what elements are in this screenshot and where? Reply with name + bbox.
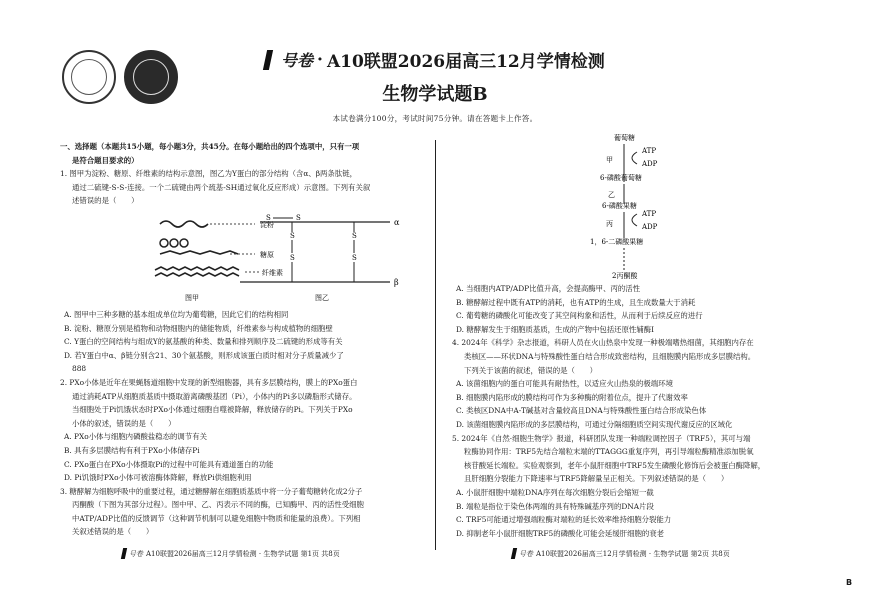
section-heading: 一、选择题（本题共15小题，每小题3分，共45分。在每小题给出的四个选项中，只有一项 [60,142,360,151]
glycogen-label: 糖原 [260,250,274,259]
q2-stem-line: 当细胞处于Pi饥饿状态时PXo小体通过细胞自噬被降解，释放储存的Pi。下列关于PXo [72,405,353,415]
adp-label-1: ADP [642,160,658,168]
enzyme-c-label: 丙 [606,220,613,228]
q2-stem-line: 通过消耗ATP从细胞质基质中摄取游离磷酸基团（Pi），小体内的Pi多以磷脂形式储存。 [72,391,357,401]
footer-brand-mark-icon [511,548,517,559]
q2-option-d: D. Pi饥饿时PXo小体可被溶酶体降解，释放Pi供细胞利用 [64,473,252,483]
q3-stem-line: 关叙述错误的是（ ） [72,527,154,537]
q4-option-c: C. 类核区DNA中A-T碱基对含量较高且DNA与特殊酸性蛋白结合形成染色体 [456,406,707,416]
q3-option-b: B. 糖酵解过程中既有ATP的消耗，也有ATP的生成，且生成数量大于消耗 [456,297,696,307]
q1-option-a: A. 图甲中三种多糖的基本组成单位均为葡萄糖，因此它们的结构相同 [64,309,289,319]
q5-option-b: B. 端粒是指位于染色体两端的具有特殊碱基序列的DNA片段 [456,501,654,511]
q5-stem-line: 核苷酸延长端粒。实验观察到，老年小鼠肝细胞中TRF5发生磷酸化修饰后会被蛋白酶降解， [464,460,766,470]
footer-right-text: A10联盟2026届高三12月学情检测 · 生物学试题 第2页 共8页 [536,549,730,558]
column-divider [435,140,436,550]
cellulose-label: 纤维素 [262,268,283,277]
q3-option-c: C. 葡萄糖的磷酸化可能改变了其空间构象和活性，从而利于后续反应的进行 [456,311,703,321]
question-3 [60,485,420,539]
pyruvate-label: 2丙酮酸 [612,272,638,280]
footer-left [122,548,340,559]
right-column [452,134,820,540]
enzyme-b-label: 乙 [608,191,615,199]
svg-text:S: S [290,231,295,240]
f16bp-label: 1，6-二磷酸果糖 [590,238,644,246]
q4-stem-line: 类核区——环状DNA与特殊酸性蛋白结合形成致密结构，且细胞膜内陷形成多层膜结构。 [464,351,756,361]
q5-stem-line: 粒酶协同作用：TRF5先结合端粒末端的TTAGGG重复序列，再引导端粒酶精准添加脱氧 [464,447,754,457]
q3-stem-line: 丙酮酸（下图为其部分过程）。图中甲、乙、丙表示不同的酶，已知酶甲、丙的活性受细胞 [72,500,364,510]
footer-brand-mark-icon [121,548,127,559]
q1-figure-svg [60,210,420,308]
footer-left-text: A10联盟2026届高三12月学情检测 · 生物学试题 第1页 共8页 [146,549,340,558]
q1-option-d: D. 若Y蛋白中α、β链分别含21、30个氨基酸，则形成该蛋白质时相对分子质量减少了 [64,350,344,360]
beta-label: β [394,277,399,287]
svg-text:S: S [290,253,295,262]
footer-brand-script: 号卷 [129,549,143,558]
glycogen-chain [160,239,274,259]
fig-a-label: 图甲 [185,293,199,302]
q1-stem-line: 1. 图甲为淀粉、糖原、纤维素的结构示意图，图乙为Y蛋白的部分结构（含α、β两条肽链， [60,169,358,179]
question-5 [452,432,820,541]
svg-text:S: S [352,231,357,240]
q2-stem-line: 2. PXo小体是近年在果蝇肠道细胞中发现的新型细胞器，具有多层膜结构，膜上的PXo蛋白 [60,377,358,387]
title-text: A10联盟2026届高三12月学情检测 [326,52,605,72]
question-2 [60,376,420,485]
q5-option-a: A. 小鼠肝细胞中端粒DNA序列在每次细胞分裂后会缩短一截 [456,487,654,497]
q4-stem-line: 4. 2024年《科学》杂志报道，科研人员在火山热泉中发现一种极端嗜热细菌，其细胞内存在 [452,338,754,348]
fig-b-label: 图乙 [315,293,329,302]
starch-chain [160,220,274,229]
svg-text:S: S [296,213,301,222]
left-column [60,140,420,539]
glycolysis-pathway-svg [452,134,820,282]
question-4 [452,336,820,431]
exam-note: 本试卷满分100分，考试时间75分钟。请在答题卡上作答。 [332,114,538,123]
q5-option-c: C. TRF5可能通过增强端粒酶对端粒的延长效率维持细胞分裂能力 [456,515,672,525]
svg-text:S: S [266,213,271,222]
q5-stem-line: 5. 2024年《自然·细胞生物学》报道，科研团队发现一种端粒调控因子（TRF5），其可与端 [452,433,751,443]
atp-label-1: ATP [642,147,657,155]
q1-option-b: B. 淀粉、糖原分别是植物和动物细胞内的储能物质，纤维素参与构成植物的细胞壁 [64,323,333,333]
version-corner-mark: B [846,578,853,587]
question-1 [60,167,420,376]
footer-right [512,548,730,559]
cellulose-chain [155,267,283,277]
glycolysis-pathway-figure [452,134,820,282]
q4-option-b: B. 细胞膜内陷形成的膜结构可作为多种酶的附着位点，提升了代谢效率 [456,392,688,402]
q4-option-d: D. 该菌细胞膜内陷形成的多层膜结构，可通过分隔细胞质空间实现代谢反应的区域化 [456,419,733,429]
g6p-label: 6-磷酸葡萄糖 [600,174,642,182]
q1-figure [60,210,420,308]
svg-text:S: S [352,253,357,262]
q2-option-c: C. PXo蛋白在PXo小体摄取Pi的过程中可能具有通道蛋白的功能 [64,459,274,469]
brand-mark-icon [263,50,273,70]
exam-title [265,47,605,72]
glucose-label: 葡萄糖 [614,134,635,142]
q3-option-d: D. 糖酵解发生于细胞质基质，生成的产物中包括还原性辅酶I [456,324,655,334]
q1-option-c: C. Y蛋白的空间结构与组成Y的氨基酸的种类、数量和排列顺序及二硫键的形成等有关 [64,337,343,347]
q1-stem-line: 通过二硫键-S-S-连接。一个二硫键由两个巯基-SH通过氧化反应形成）示意图。下列有关叙 [72,182,371,192]
footer-brand-script: 号卷 [519,549,533,558]
q5-option-d: D. 抑制老年小鼠肝细胞TRF5的磷酸化可能会延缓肝细胞的衰老 [456,528,665,538]
q2-option-a: A. PXo小体与细胞内磷酸盐稳态的调节有关 [64,432,207,442]
atp-label-2: ATP [642,210,657,218]
enzyme-a-label: 甲 [606,156,613,164]
q4-option-a: A. 该菌细胞内的蛋白可能具有耐热性，以适应火山热泉的极端环境 [456,379,673,389]
section-heading-cont: 是符合题目要求的） [72,155,139,165]
exam-subtitle: 生物学试题B [382,84,488,105]
q3-stem-line: 3. 糖酵解为细胞呼吸中的重要过程，通过糖酵解在细胞质基质中将一分子葡萄糖转化成2分子 [60,486,363,496]
adp-label-2: ADP [642,223,658,231]
alpha-label: α [394,217,400,227]
q3-stem-line: 中ATP/ADP比值的反馈调节（这种调节机制可以避免细胞中物质和能量的浪费）。下列相 [72,513,361,523]
brand-script: 号卷 [281,51,314,70]
q5-stem-line: 且肝细胞分裂能力下降速率与TRF5降解量呈正相关。下列叙述错误的是（ ） [464,474,729,484]
f6p-label: 6-磷酸果糖 [602,202,637,210]
q1-stem-line: 述错误的是（ ） [72,196,139,206]
q4-stem-line: 下列关于该菌的叙述，错误的是（ ） [464,365,598,375]
q1-option-d-cont: 888 [72,364,87,374]
starch-label: 淀粉 [260,220,274,229]
title-dot: · [317,49,323,70]
q3-option-a: A. 当细胞内ATP/ADP比值升高，会提高酶甲、丙的活性 [456,284,641,293]
q2-option-b: B. 具有多层膜结构有利于PXo小体储存Pi [64,445,200,455]
q2-stem-line: 小体的叙述，错误的是（ ） [72,418,176,428]
